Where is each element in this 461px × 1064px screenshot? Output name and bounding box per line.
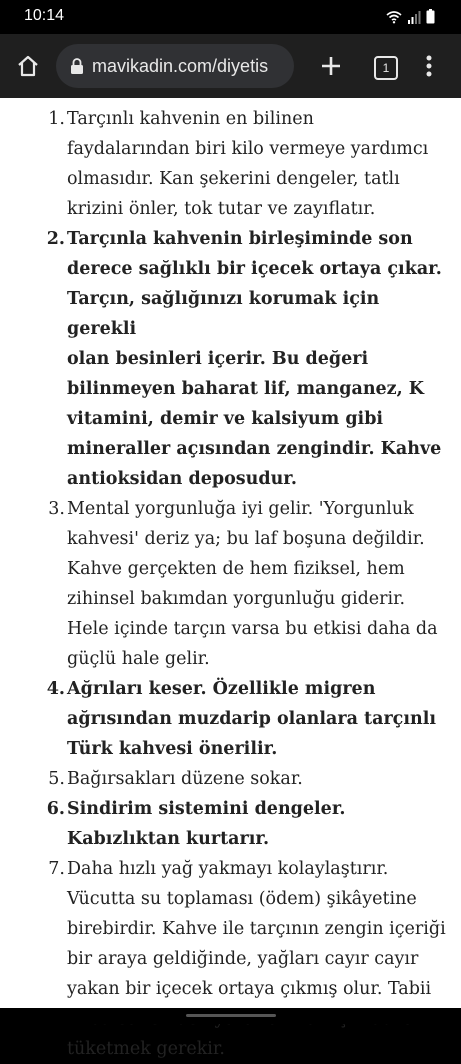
list-item-line: vitamini, demir ve kalsiyum gibi: [67, 409, 384, 429]
list-item-line: yakan bir içecek ortaya çıkmış olur. Tabii: [67, 979, 432, 999]
list-item-line: birebirdir. Kahve ile tarçının zengin içeriği: [67, 919, 446, 939]
status-icons: [386, 9, 435, 24]
list-item-number: 7.: [48, 859, 65, 879]
list-item-line: Vücutta su toplaması (ödem) şikâyetine: [67, 889, 417, 909]
new-tab-icon[interactable]: [320, 55, 342, 77]
list-item-line: tüketmek gerekir.: [67, 1039, 225, 1059]
list-item-line: faydalarından biri kilo vermeye yardımcı: [67, 139, 429, 159]
list-item-line: antioksidan deposudur.: [67, 469, 298, 489]
page-content: [0, 98, 461, 1059]
list-item-line: ağrısından muzdarip olanlara tarçınlı: [67, 709, 436, 729]
gesture-handle[interactable]: [186, 1014, 276, 1017]
address-bar[interactable]: [56, 44, 294, 88]
list-item-line: krizini önler, tok tutar ve zayıflatır.: [67, 199, 376, 219]
list-item-line: olmasıdır. Kan şekerini dengeler, tatlı: [67, 169, 400, 189]
list-item-line: Türk kahvesi önerilir.: [67, 739, 278, 759]
home-icon[interactable]: [16, 54, 40, 78]
list-item-line: Bağırsakları düzene sokar.: [67, 769, 303, 789]
list-item-line: Daha hızlı yağ yakmayı kolaylaştırır.: [67, 859, 389, 879]
list-item: [48, 104, 447, 224]
list-item-number: 1.: [48, 109, 65, 129]
list-item-number: 3.: [48, 499, 65, 519]
list-item-line: mineraller açısından zengindir. Kahve: [67, 439, 442, 459]
browser-toolbar: [0, 34, 461, 98]
battery-icon: [426, 9, 435, 24]
more-menu-icon[interactable]: [426, 54, 432, 78]
signal-icon: [407, 10, 421, 24]
list-item: [46, 674, 447, 764]
lock-icon[interactable]: [70, 58, 84, 74]
benefits-list: [46, 104, 447, 1064]
list-item-line: Sindirim sistemini dengeler.: [67, 799, 346, 819]
url-text: mavikadin.com/diyetis: [92, 55, 269, 76]
list-item-line: Tarçınlı kahvenin en bilinen: [67, 109, 314, 129]
tab-switcher-button[interactable]: 1: [374, 56, 398, 80]
list-item: [48, 764, 447, 794]
list-item-number: 6.: [46, 799, 65, 819]
list-item-line: Tarçınla kahvenin birleşiminde son: [67, 229, 413, 249]
list-item-line: Mental yorgunluğa iyi gelir. 'Yorgunluk: [67, 499, 414, 519]
list-item-number: 2.: [46, 229, 65, 249]
gesture-bar: [0, 1008, 461, 1024]
status-bar: [0, 0, 461, 34]
list-item-line: olan besinleri içerir. Bu değeri: [67, 349, 369, 369]
status-time: 10:14: [24, 7, 65, 24]
list-item: [48, 854, 447, 1064]
list-item-line: zihinsel bakımdan yorgunluğu giderir.: [67, 589, 406, 609]
list-item-line: Kahve gerçekten de hem fiziksel, hem: [67, 559, 405, 579]
list-item-line: bilinmeyen baharat lif, manganez, K: [67, 379, 425, 399]
list-item-line: kahvesi' deriz ya; bu laf boşuna değildir.: [67, 529, 425, 549]
list-item-number: 5.: [48, 769, 65, 789]
wifi-icon: [386, 10, 402, 24]
list-item: [46, 794, 447, 854]
list-item: [48, 494, 447, 674]
list-item-number: 4.: [46, 679, 65, 699]
list-item-line: Tarçın, sağlığınızı korumak için gerekli: [67, 289, 380, 339]
list-item-line: derece sağlıklı bir içecek ortaya çıkar.: [67, 259, 442, 279]
list-item-line: Kabızlıktan kurtarır.: [67, 829, 270, 849]
list-item-line: Ağrıları keser. Özellikle migren: [67, 679, 376, 699]
list-item: [46, 224, 447, 494]
list-item-line: bir araya geldiğinde, yağları cayır cayır: [67, 949, 419, 969]
list-item-line: Hele içinde tarçın varsa bu etkisi daha da: [67, 619, 438, 639]
list-item-line: güçlü hale gelir.: [67, 649, 210, 669]
